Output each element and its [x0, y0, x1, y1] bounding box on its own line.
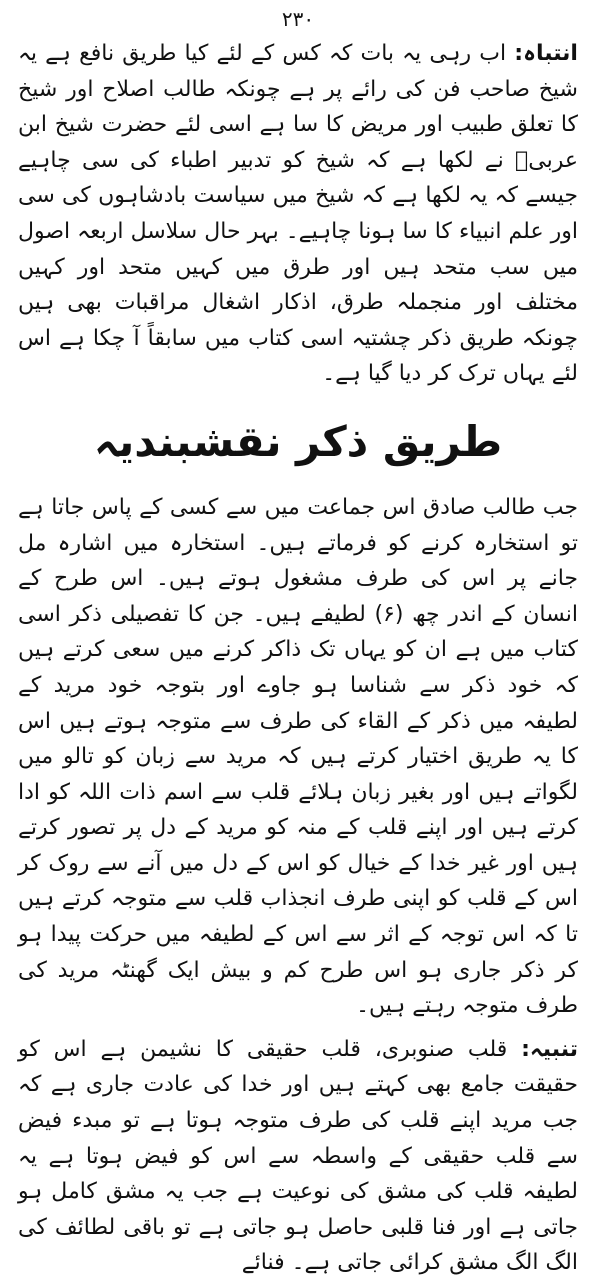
note-paragraph: [18, 1032, 578, 1281]
intro-text: اب رہی یہ بات کہ کس کے لئے کیا طریق نافع ہے یہ شیخ صاحب فن کی رائے پر ہے چونکہ طالب اصلاح اور شیخ کا تعلق طبیب اور مریض کا سا ہے اسی لئے حضرت شیخ ابن عربیؒ نے لکھا ہے کہ شیخ کو تدبیر اطباء کی سی چاہیے جیسے کہ یہ لکھا ہے کہ شیخ میں سیاست بادشاہوں کی سی اور علم انبیاء کا سا ہونا چاہیے۔ بہر حال سلاسل اربعہ اصول میں سب متحد ہیں اور طرق میں کہیں متحد اور کہیں مختلف اور منجملہ طرق، اذکار اشغال مراقبات بھی ہیں چونکہ طریق ذکر چشتیہ اسی کتاب میں سابقاً آ چکا ہے اس لئے یہاں ترک کر دیا گیا ہے۔: [18, 41, 578, 387]
intro-label: انتباہ:: [514, 41, 578, 66]
body-paragraph: جب طالب صادق اس جماعت میں سے کسی کے پاس جاتا ہے تو استخارہ کرنے کو فرماتے ہیں۔ استخارہ میں اشارہ مل جانے پر اس کی طرف مشغول ہوتے ہیں۔ اس طرح کے انسان کے اندر چھ (۶) لطیفے ہیں۔ جن کا تفصیلی ذکر اسی کتاب میں ہے ان کو یہاں تک ذاکر کرنے میں سعی کرتے ہیں کہ خود ذکر سے شناسا ہو جاوے اور بتوجہ خود مرید کے لطیفہ میں ذکر کے القاء کی طرف سے متوجہ ہوتے ہیں اس کا یہ طریق اختیار کرتے ہیں کہ مرید سے زبان کو تالو میں لگواتے ہیں اور بغیر زبان ہلائے قلب سے اسم ذات اللہ کو ادا کرتے ہیں اور اپنے قلب کے منہ کو مرید کے دل پر تصور کرتے ہیں اور غیر خدا کے خیال کو اس کے دل میں آنے سے روک کر اس کے قلب کو اپنی طرف انجذاب قلب سے متوجہ کرتے ہیں تا کہ اس توجہ کے اثر سے اس کے لطیفہ میں حرکت پیدا ہو کر ذکر جاری ہو اس طرح کم و بیش ایک گھنٹہ مرید کی طرف متوجہ رہتے ہیں۔: [18, 494, 578, 1019]
note-text: قلب صنوبری، قلب حقیقی کا نشیمن ہے اس کو حقیقت جامع بھی کہتے ہیں اور خدا کی عادت جاری ہے کہ جب مرید اپنے قلب کی طرف متوجہ ہوتا ہے تو مبدء فیض سے قلب حقیقی کے واسطہ سے اس کو فیض ہوتا ہے یہ لطیفہ قلب کی مشق کی نوعیت ہے جب یہ مشق کامل ہو جاتی ہے اور فنا قلبی حاصل ہو جاتی ہے تو باقی لطائف کی الگ الگ مشق کرائی جاتی ہے۔ فنائے: [18, 1036, 578, 1276]
intro-paragraph: [18, 36, 578, 392]
section-title: طریق ذکر نقشبندیہ: [93, 416, 503, 466]
page-number: ۲۳۰: [281, 7, 315, 31]
note-label: تنبیہ:: [521, 1036, 578, 1062]
